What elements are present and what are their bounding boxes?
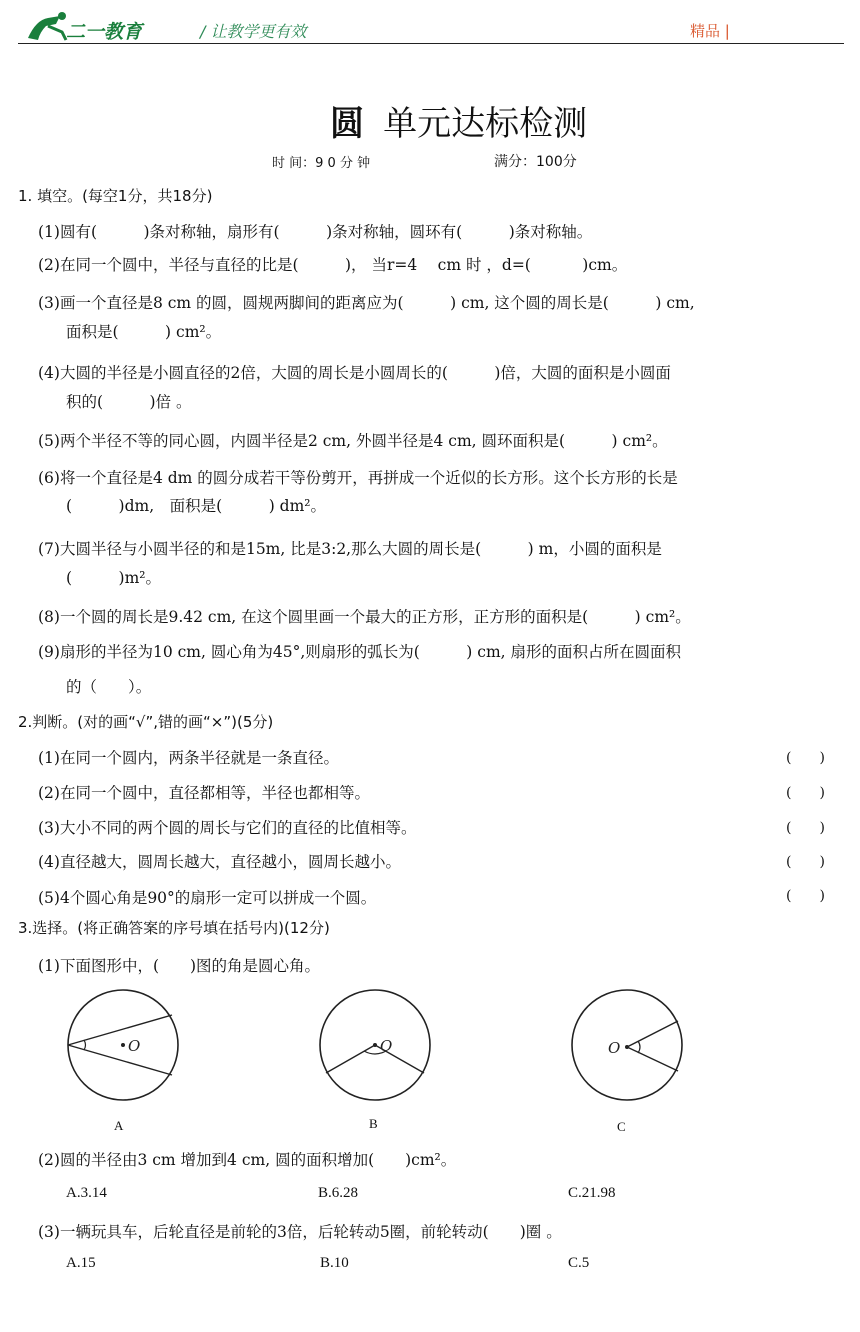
- fill-line-6b: ( )dm, 面积是( ) dm²。: [66, 497, 326, 515]
- judge-item-2: (2)在同一个圆中，直径都相等，半径也都相等。: [38, 784, 370, 802]
- figure-a-caption: A: [114, 1118, 124, 1133]
- section1-heading: 1. 填空。(每空1分，共18分): [18, 187, 213, 205]
- title-char: 圆: [330, 104, 364, 144]
- circle-figure-b: [314, 985, 434, 1105]
- q3-option-b[interactable]: B.10: [320, 1255, 349, 1271]
- q2-option-a[interactable]: A.3.14: [66, 1185, 107, 1201]
- logo-text: 二一教育: [66, 21, 143, 43]
- judge-answer-2[interactable]: ( ): [786, 785, 825, 801]
- header-divider: [18, 43, 844, 44]
- judge-answer-4[interactable]: ( ): [786, 854, 825, 870]
- figure-c-center-label: O: [608, 1039, 621, 1057]
- figure-b-center-label: O: [380, 1037, 393, 1055]
- q2-option-c[interactable]: C.21.98: [568, 1185, 616, 1201]
- choice-q2: (2)圆的半径由3 cm 增加到4 cm, 圆的面积增加( )cm²。: [38, 1151, 457, 1169]
- q3-option-c[interactable]: C.5: [568, 1255, 590, 1271]
- fill-line-9b: 的（ ）。: [66, 678, 152, 696]
- figure-a-center-label: O: [128, 1037, 141, 1055]
- exam-time: 时 间：9 0 分 钟: [272, 156, 371, 171]
- judge-answer-3[interactable]: ( ): [786, 820, 825, 836]
- figure-b-caption: B: [369, 1116, 378, 1131]
- judge-item-1: (1)在同一个圆内，两条半径就是一条直径。: [38, 749, 339, 767]
- circle-figure-c: [566, 985, 688, 1105]
- section2-heading: 2.判断。(对的画“√”,错的画“×”)(5分): [18, 713, 274, 731]
- circle-figure-a: [60, 985, 180, 1105]
- fill-line-4a: (4)大圆的半径是小圆直径的2倍，大圆的周长是小圆周长的( )倍，大圆的面积是小圆面: [38, 364, 671, 382]
- fill-line-9a: (9)扇形的半径为10 cm, 圆心角为45°,则扇形的弧长为( ) cm, 扇形的面积占所在圆面积: [38, 643, 681, 661]
- judge-item-3: (3)大小不同的两个圆的周长与它们的直径的比值相等。: [38, 819, 417, 837]
- section3-heading: 3.选择。(将正确答案的序号填在括号内)(12分): [18, 919, 330, 937]
- choice-q1: (1)下面图形中，( )图的角是圆心角。: [38, 957, 321, 975]
- fill-line-1: (1)圆有( )条对称轴，扇形有( )条对称轴，圆环有( )条对称轴。: [38, 223, 593, 241]
- fill-line-4b: 积的( )倍 。: [66, 393, 192, 411]
- fill-line-8: (8)一个圆的周长是9.42 cm, 在这个圆里画一个最大的正方形，正方形的面积是( ) cm²。: [38, 608, 691, 626]
- choice-q3: (3)一辆玩具车，后轮直径是前轮的3倍，后轮转动5圈，前轮转动( )圈 。: [38, 1223, 562, 1241]
- runner-logo-icon: [22, 10, 72, 42]
- fill-line-7a: (7)大圆半径与小圆半径的和是15m, 比是3:2,那么大圆的周长是( ) m，小圆的面积是: [38, 540, 662, 558]
- quality-badge: 精品 |: [690, 22, 730, 40]
- fill-line-3b: 面积是( ) cm²。: [66, 323, 222, 341]
- fill-line-7b: ( )m²。: [66, 569, 162, 587]
- slogan: / 让教学更有效: [200, 22, 307, 41]
- fill-line-6a: (6)将一个直径是4 dm 的圆分成若干等份剪开，再拼成一个近似的长方形。这个长方形的长是: [38, 469, 678, 487]
- fill-line-3a: (3)画一个直径是8 cm 的圆，圆规两脚间的距离应为( ) cm, 这个圆的周长是( ) cm,: [38, 294, 695, 312]
- title-rest: 单元达标检测: [383, 104, 588, 144]
- page-title: [330, 96, 587, 145]
- exam-score: 满分：100分: [494, 154, 577, 170]
- judge-item-4: (4)直径越大，圆周长越大，直径越小，圆周长越小。: [38, 853, 401, 871]
- judge-item-5: (5)4个圆心角是90°的扇形一定可以拼成一个圆。: [38, 889, 377, 907]
- figure-c-caption: C: [617, 1119, 626, 1134]
- q3-option-a[interactable]: A.15: [66, 1255, 96, 1271]
- judge-answer-1[interactable]: ( ): [786, 750, 825, 766]
- judge-answer-5[interactable]: ( ): [786, 888, 825, 904]
- fill-line-2: (2)在同一个圆中，半径与直径的比是( )， 当r=4 cm 时 ，d=( )cm。: [38, 256, 628, 274]
- fill-line-5: (5)两个半径不等的同心圆，内圆半径是2 cm, 外圆半径是4 cm, 圆环面积是( ) cm²。: [38, 432, 668, 450]
- q2-option-b[interactable]: B.6.28: [318, 1185, 359, 1201]
